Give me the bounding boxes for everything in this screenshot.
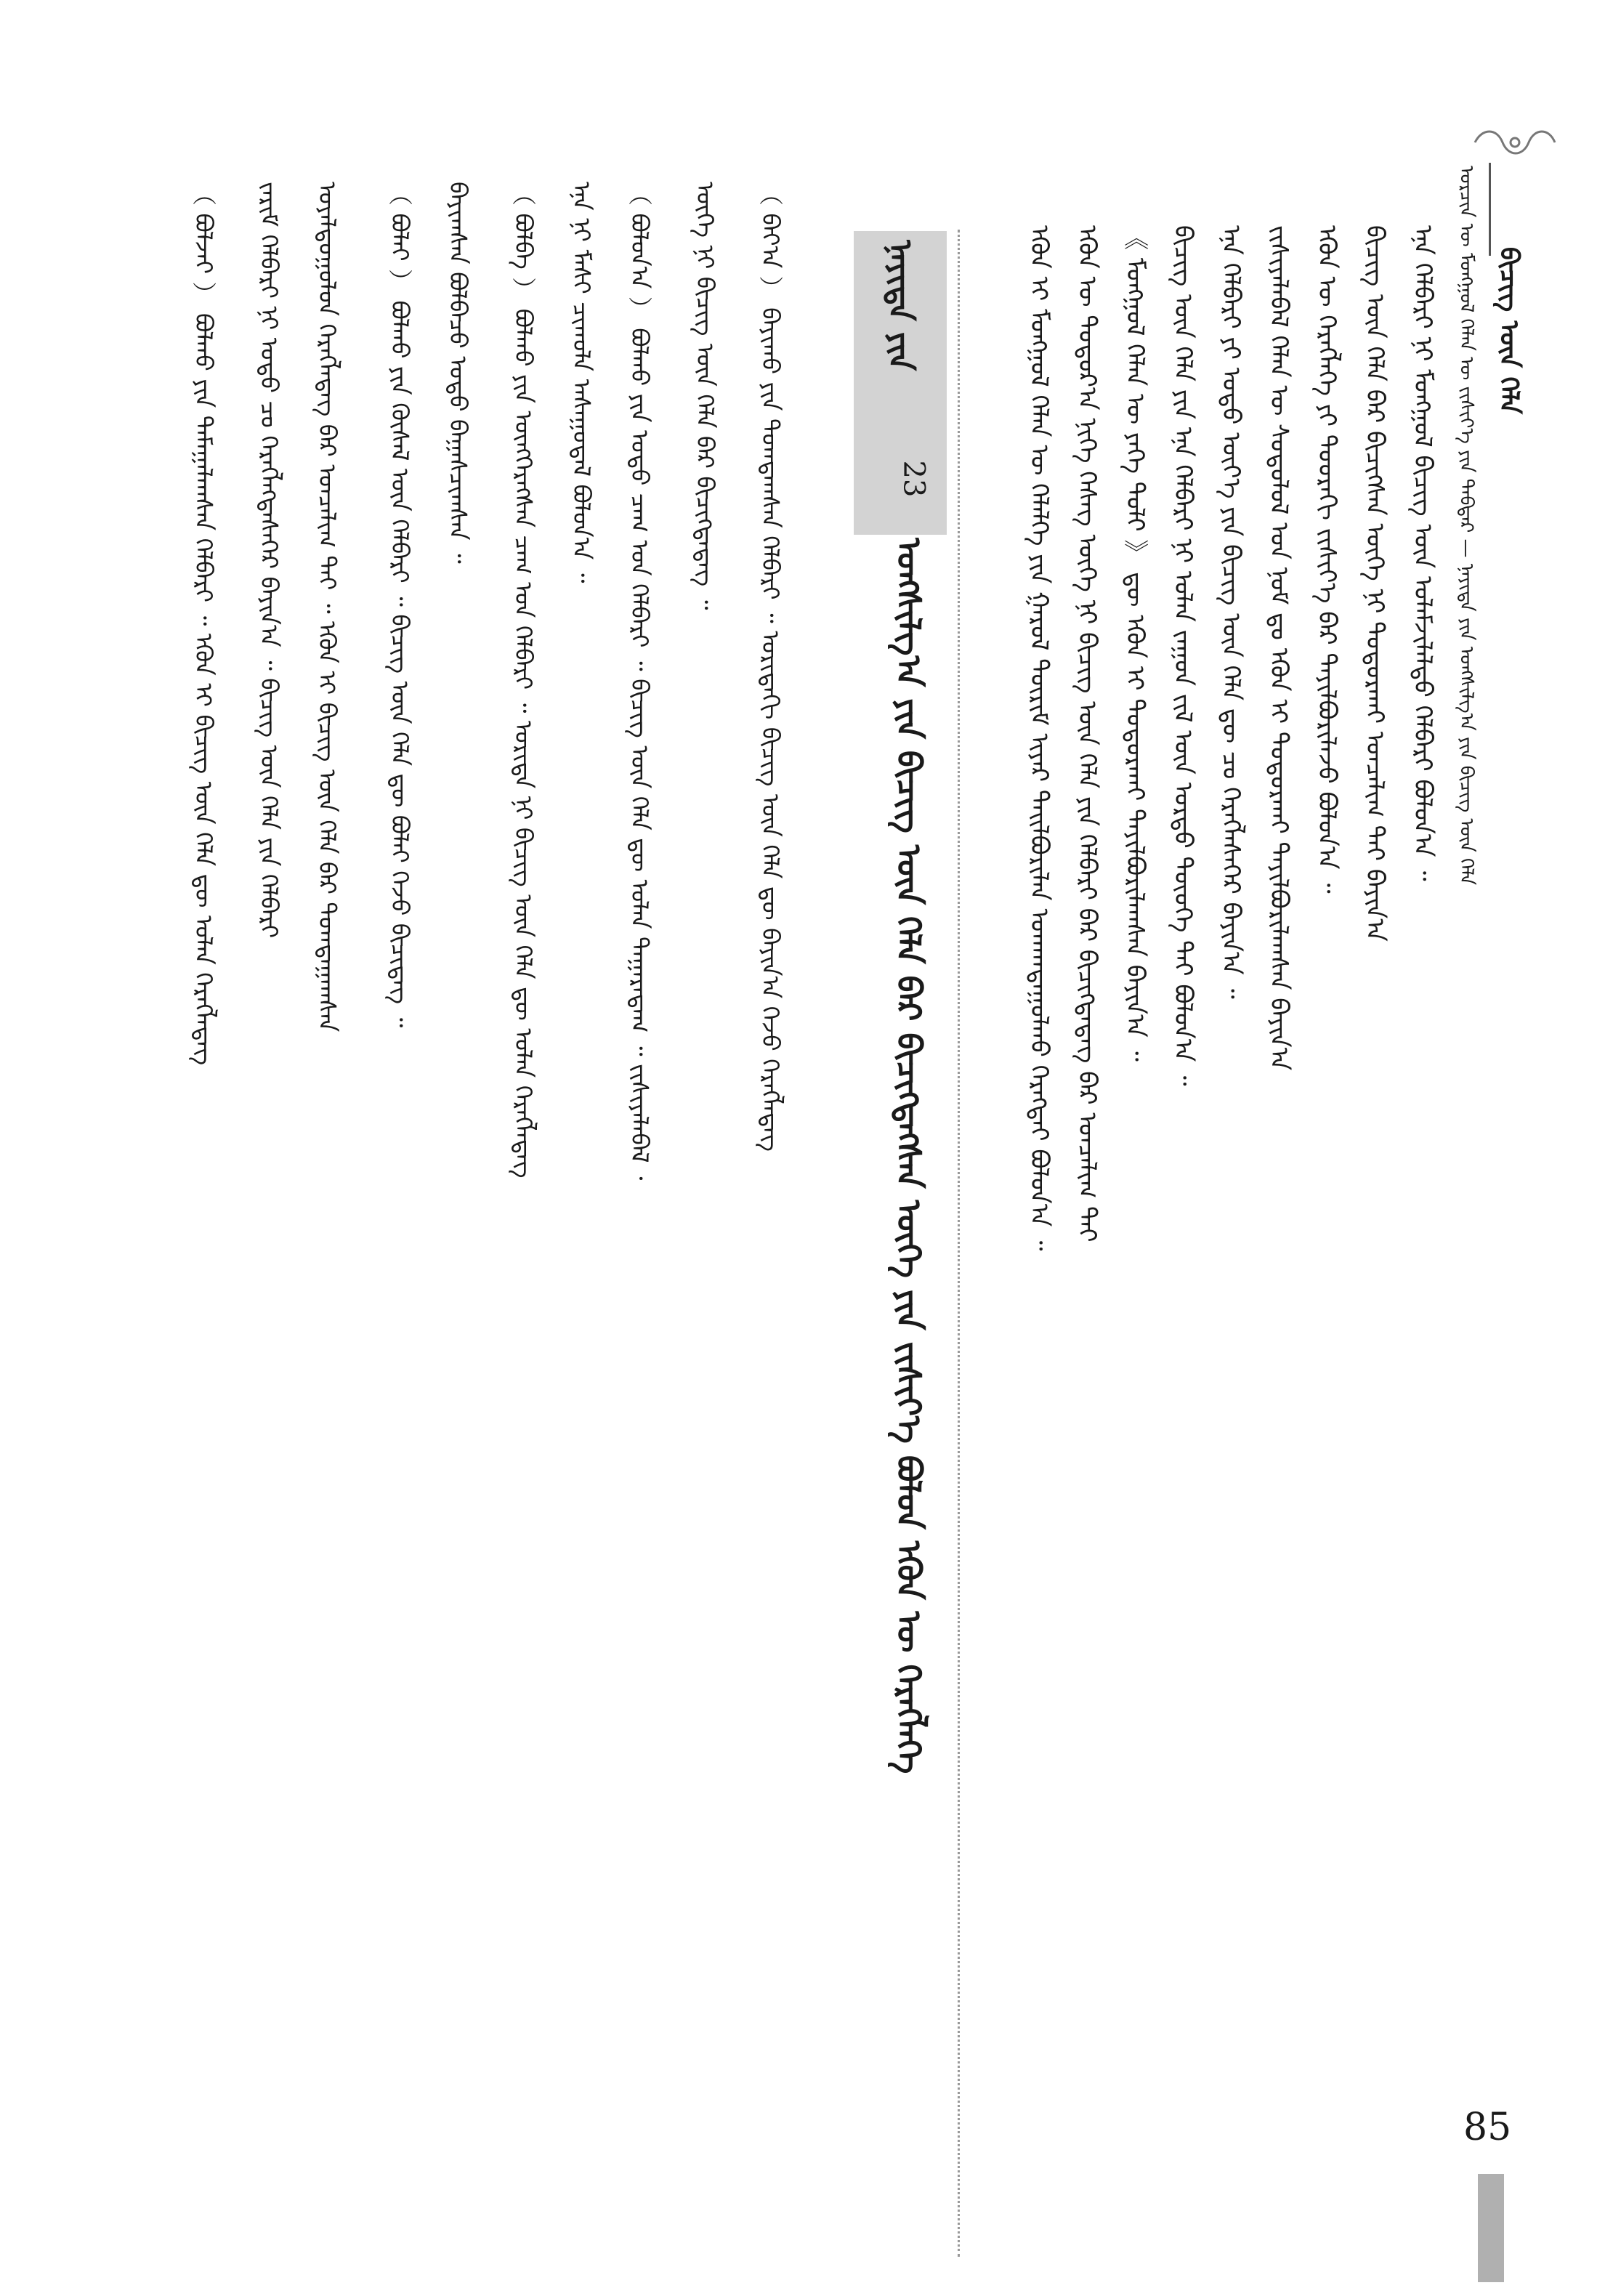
page-number: 85 xyxy=(1463,2106,1512,2149)
entry-line-3: （ ᠪᠣᠯᠤᠨ᠎ᠠ ） ᠪᠣᠯᠬᠤ ᠶᠢᠨ ᠣᠳᠣ ᠴᠠᠭ ᠤᠨ ᠬᠡᠯᠪᠡᠷᠢ ᠃ ᠪᠢᠴᠢᠭ ᠦᠨ ᠬᠡᠯᠡ ᠳᠦ ᠣᠯᠠᠨ ᠲᠠᠭᠠᠷᠠᠳᠠᠭ ᠃ ᠵᠢᠱᠢᠶᠡᠯᠡᠪᠡᠯ ᠂ xyxy=(626,182,654,1181)
entry-line-9: ᠵᠠᠷᠢᠮ ᠬᠡᠯᠪᠡᠷᠢ ᠨᠢ ᠣᠳᠣ ᠴᠤ ᠬᠡᠷᠡᠭᠯᠡᠭᠳᠡᠰᠡᠭᠡᠷ ᠪᠠᠶᠢᠨ᠎ᠠ ᠃ ᠪᠢᠴᠢᠭ ᠦᠨ ᠬᠡᠯᠡ ᠶᠢᠨ ᠬᠡᠯᠪᠡᠷᠢ xyxy=(255,182,283,939)
running-head-rule xyxy=(1489,163,1491,256)
entry-line-4: ᠡᠨᠡ ᠨᠢ ᠮᠠᠰᠢ ᠴᠢᠬᠤᠯᠠ ᠠᠰᠠᠭᠤᠳᠠᠯ ᠪᠣᠯᠤᠨ᠎ᠠ ᠃ xyxy=(567,182,596,583)
paragraph-line-2: ᠡᠭᠦᠨ ᠦ ᠳᠣᠲᠣᠷ᠎ᠠ ᠨᠢᠭᠡ ᠬᠡᠰᠡᠭ ᠦᠭᠡ ᠨᠢ ᠪᠢᠴᠢᠭ ᠦᠨ ᠬᠡᠯᠡ ᠶᠢᠨ ᠬᠡᠯᠪᠡᠷᠢ ᠪᠡᠷ ᠪᠢᠴᠢᠭᠳᠡᠳᠡᠭ ᠪᠡᠷ ᠣᠨᠴᠠᠯᠢᠭ ᠲᠠᠢ xyxy=(1072,225,1101,1242)
paragraph-line-4: ᠪᠢᠴᠢᠭ ᠦᠨ ᠬᠡᠯᠡ ᠶᠢᠨ ᠡᠨᠡ ᠬᠡᠯᠪᠡᠷᠢ ᠨᠢ ᠣᠯᠠᠨ ᠵᠠᠭᠤᠨ ᠵᠢᠯ ᠦᠨ ᠤᠷᠲᠤ ᠲᠦᠦᠬᠡ ᠲᠡᠢ ᠪᠣᠯᠤᠨ᠎ᠠ ᠃ xyxy=(1168,225,1197,1086)
paragraph-line-8: ᠪᠢᠴᠢᠭ ᠦᠨ ᠬᠡᠯᠡ ᠪᠡᠷ ᠪᠢᠴᠢᠭᠰᠡᠨ ᠦᠭᠡ ᠨᠢ ᠲᠣᠳᠣᠷᠬᠠᠢ ᠣᠨᠴᠠᠯᠢᠭ ᠲᠠᠶ ᠪᠠᠶᠢᠨ᠎ᠠ xyxy=(1360,225,1389,942)
paragraph-line-9: ᠡᠨᠡ ᠬᠡᠯᠪᠡᠷᠢ ᠨᠢ ᠮᠣᠩᠭᠣᠯ ᠪᠢᠴᠢᠭ ᠦᠨ ᠤᠯᠠᠮᠵᠢᠯᠠᠯᠲᠤ ᠬᠡᠯᠪᠡᠷᠢ ᠪᠣᠯᠤᠨ᠎ᠠ ᠃ xyxy=(1408,225,1437,881)
running-head-title: ᠣᠷᠴᠢᠨ ᠦ ᠮᠣᠩᠭᠣᠯ ᠬᠡᠯᠡᠨ ᠦ ᠵᠢᠱᠢᠶ᠎ᠡ ᠶᠢᠨ ᠳᠡᠪᠲᠡᠷ — ᠨᠡᠶᠢᠲᠡ ᠶᠢᠨ ᠤᠩᠰᠢᠯᠭ᠎ᠠ ᠶᠢᠨ ᠪᠢᠴᠢᠭ ᠦᠨ ᠬᠡᠯᠡ xyxy=(1455,166,1477,886)
entry-line-6: ᠪᠠᠶᠢᠭᠰᠠᠨ ᠪᠣᠯᠪᠠᠴᠤ ᠣᠳᠣ ᠪᠠᠭᠠᠰᠴᠢᠭᠰᠠᠨ ᠃ xyxy=(444,182,472,564)
entry-line-5: （ ᠪᠣᠯᠪᠠ ） ᠪᠣᠯᠬᠤ ᠶᠢᠨ ᠥᠩᠭᠡᠷᠡᠭᠰᠡᠨ ᠴᠠᠭ ᠤᠨ ᠬᠡᠯᠪᠡᠷᠢ ᠃ ᠤᠷᠢᠳᠠ ᠨᠢ ᠪᠢᠴᠢᠭ ᠦᠨ ᠬᠡᠯᠡ ᠳᠦ ᠣᠯᠠᠨ ᠬᠡᠷᠡᠭᠯᠡᠳᠡᠭ xyxy=(509,182,538,1179)
edge-tab xyxy=(1478,2174,1504,2282)
section-heading-part1: ᠨᠡᠶᠢᠲᠡ ᠶᠢᠨ xyxy=(881,240,918,371)
running-head-bold: ᠪᠢᠴᠢᠭ ᠦᠨ ᠬᠡᠯᠡ xyxy=(1494,247,1524,414)
paragraph-line-1: ᠡᠭᠦᠨ ᠢ ᠮᠣᠩᠭᠣᠯ ᠬᠡᠯᠡᠨ ᠦ ᠬᠡᠯᠡᠯᠭᠡ ᠶᠢᠨ ᠭᠠᠷᠤᠯ ᠳᠦᠷᠢᠮ ᠢᠶᠠᠷ ᠲᠠᠢᠯᠪᠤᠷᠢᠯᠠᠨ ᠤᠬᠠᠭᠳᠠᠭᠤᠯᠬᠤ ᠬᠡᠷᠡᠭᠲᠡᠢ ᠪᠣᠯᠤᠨ᠎ᠠ ᠃ xyxy=(1024,225,1054,1251)
paragraph-line-3: 《 ᠮᠣᠩᠭᠣᠯ ᠬᠡᠯᠡᠨ ᠦ ᠶᠡᠬᠡ ᠲᠣᠯᠢ 》 ᠳᠦ ᠡᠭᠦᠨ ᠢ ᠲᠣᠳᠣᠷᠬᠠᠢ ᠲᠠᠶᠢᠯᠪᠤᠷᠢᠯᠠᠭᠰᠠᠨ ᠪᠠᠶᠢᠨ᠎ᠠ ᠃ xyxy=(1120,225,1149,1062)
paragraph-line-5: ᠡᠨᠡ ᠬᠡᠯᠪᠡᠷᠢ ᠶᠢ ᠣᠳᠣ ᠦᠶ᠎ᠡ ᠶᠢᠨ ᠪᠢᠴᠢᠭ ᠦᠨ ᠬᠡᠯᠡ ᠳᠦ ᠴᠤ ᠬᠡᠷᠡᠭᠯᠡᠰᠡᠭᠡᠷ ᠪᠠᠶᠢᠨ᠎ᠠ ᠃ xyxy=(1216,225,1245,999)
entry-line-10: （ ᠪᠣᠯᠵᠠᠢ ） ᠪᠣᠯᠬᠤ ᠶᠢᠨ ᠲᠠᠮᠠᠭᠠᠯᠠᠭᠰᠠᠨ ᠬᠡᠯᠪᠡᠷᠢ ᠃ ᠡᠭᠦᠨ ᠢ ᠪᠢᠴᠢᠭ ᠦᠨ ᠬᠡᠯᠡ ᠳᠦ ᠣᠯᠠᠨ ᠬᠡᠷᠡᠭᠯᠡᠳᠡᠭ xyxy=(190,182,218,1066)
paragraph-line-7: ᠡᠭᠦᠨ ᠦ ᠬᠡᠷᠡᠭᠯᠡᠭᠡ ᠶᠢ ᠳᠣᠣᠷᠠᠬᠢ ᠵᠢᠱᠢᠶ᠎ᠡ ᠪᠡᠷ ᠲᠠᠶᠢᠯᠪᠤᠷᠢᠯᠠᠵᠤ ᠪᠣᠯᠤᠨ᠎ᠠ ᠃ xyxy=(1312,225,1341,894)
entry-line-2: ᠦᠭᠡ ᠨᠢ ᠪᠢᠴᠢᠭ ᠦᠨ ᠬᠡᠯᠡ ᠪᠡᠷ ᠪᠢᠴᠢᠭᠳᠡᠳᠡᠭ ᠃ xyxy=(691,182,719,610)
paragraph-line-6: ᠵᠢᠱᠢᠶᠡᠯᠡᠪᠡᠯ ᠬᠡᠯᠡᠨ ᠦ ᠰᠤᠳᠤᠯᠤᠯ ᠤᠨ ᠨᠣᠮ ᠳᠤ ᠡᠭᠦᠨ ᠢ ᠲᠣᠳᠣᠷᠬᠠᠢ ᠲᠠᠶᠢᠯᠪᠤᠷᠢᠯᠠᠭᠰᠠᠨ ᠪᠠᠶᠢᠨ᠎ᠠ xyxy=(1264,225,1293,1071)
section-divider xyxy=(958,230,960,2257)
entry-line-7: （ ᠪᠣᠯᠠᠢ ） ᠪᠣᠯᠬᠤ ᠶᠢᠨ ᠬᠦᠰᠡᠯ ᠦᠨ ᠬᠡᠯᠪᠡᠷᠢ ᠃ ᠪᠢᠴᠢᠭ ᠦᠨ ᠬᠡᠯᠡ ᠳᠦ ᠪᠣᠯᠠᠢ ᠭᠡᠵᠦ ᠪᠢᠴᠢᠳᠡᠭ ᠃ xyxy=(386,182,414,1028)
ornament-icon xyxy=(1468,122,1562,163)
section-number: 23 xyxy=(897,460,931,498)
section-heading-part2: ᠤᠩᠰᠢᠯᠭ᠎ᠠ ᠶᠢᠨ ᠪᠢᠴᠢᠭ ᠦᠨ ᠬᠡᠯᠡ ᠪᠡᠷ ᠪᠢᠴᠢᠭᠳᠡᠭᠰᠡᠨ ᠦᠭᠡ ᠶᠢᠨ ᠵᠢᠱᠢᠶ᠎ᠡ ᠪᠣᠯᠤᠨ ᠡᠭᠦᠨ ᠦ ᠬᠡᠷᠡᠭᠯᠡᠭᠡ xyxy=(889,538,929,1774)
entry-line-1: （ ᠪᠠᠶ᠎ᠠ ） ᠪᠠᠶᠢᠬᠤ ᠶᠢᠨ ᠲᠣᠭᠲᠠᠭᠰᠠᠨ ᠬᠡᠯᠪᠡᠷᠢ ᠃ ᠤᠷᠢᠳᠠᠬᠢ ᠪᠢᠴᠢᠭ ᠦᠨ ᠬᠡᠯᠡ ᠳᠦ ᠪᠠᠶᠢᠨ᠎ᠠ ᠭᠡᠵᠦ ᠬᠡᠷᠡᠭᠯᠡᠳᠡᠭ xyxy=(756,182,785,1152)
entry-line-8: ᠤᠶᠠᠯᠳᠤᠭᠤᠯᠤᠨ ᠬᠡᠷᠡᠭᠯᠡᠳᠡᠭ ᠪᠡᠷ ᠣᠨᠴᠠᠯᠢᠭ ᠲᠠᠶ ᠃ ᠡᠭᠦᠨ ᠢ ᠪᠢᠴᠢᠭ ᠦᠨ ᠬᠡᠯᠡ ᠪᠡᠷ ᠲᠣᠭᠲᠠᠭᠠᠭᠰᠠᠨ xyxy=(313,182,341,1032)
